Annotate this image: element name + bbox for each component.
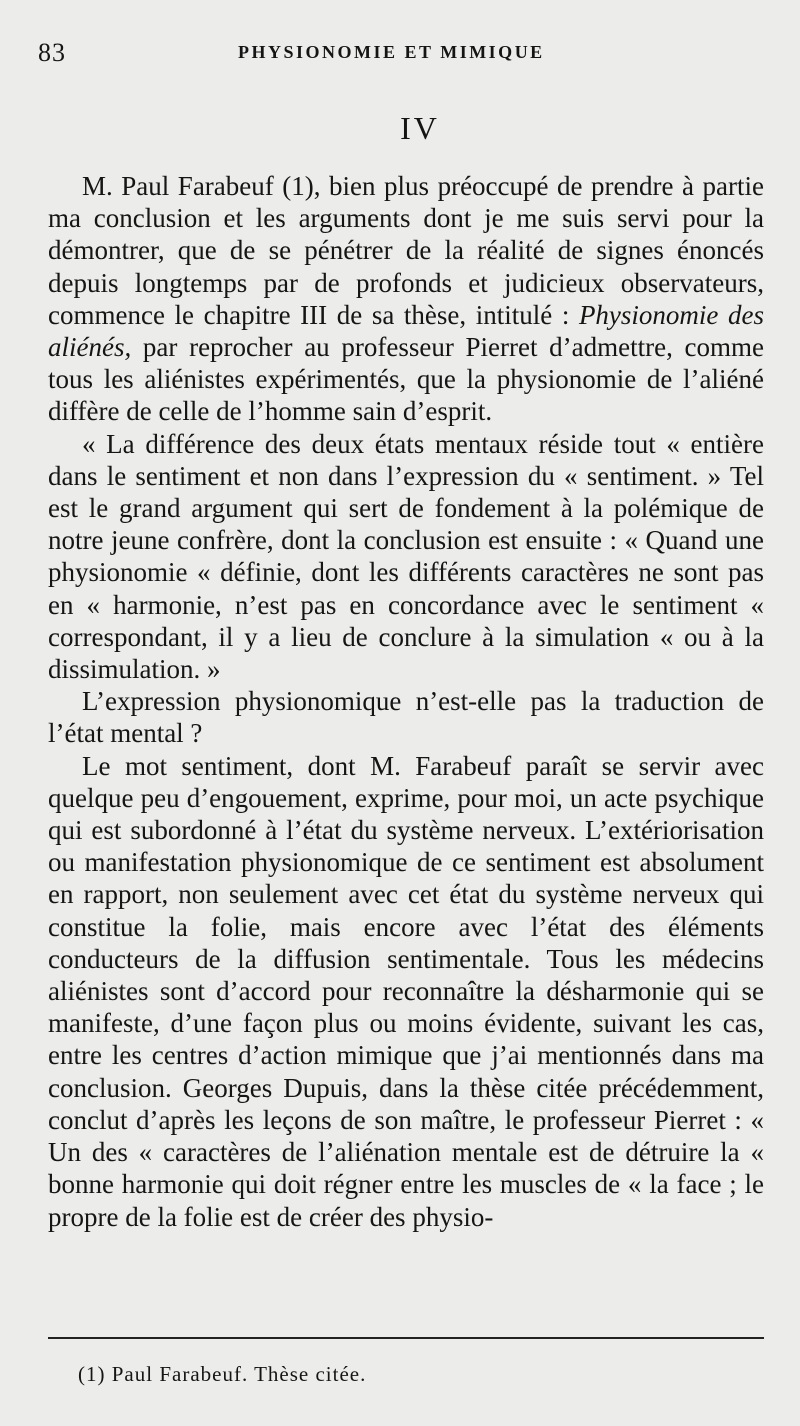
thesis-chapter-title: Physionomie des aliénés,	[48, 299, 764, 363]
section-heading: IV	[400, 110, 440, 146]
paragraph-text: M. Paul Farabeuf (1), bien plus préoccupé de prendre à partie ma conclusion et les arguments dont je me suis servi pour la démontrer, que de se pénétrer de la réalité de signes énoncés depuis longtemps par de profonds et judicieux observateurs, commence le chapitre III de sa thèse, intitulé :	[48, 171, 764, 330]
footnote-divider	[48, 1337, 764, 1339]
body-text	[48, 170, 764, 1233]
running-title: PHYSIONOMIE ET MIMIQUE	[238, 42, 545, 62]
paragraph: Le mot sentiment, dont M. Farabeuf paraît se servir avec quelque peu d’engouement, exprime, pour moi, un acte psychique qui est subordonné à l’état du système nerveux. L’extériorisation ou manifestation physionomique de ce sentiment est absolument en rapport, non seulement avec cet état du système nerveux qui constitue la folie, mais encore avec l’état des éléments conducteurs de la diffusion sentimentale. Tous les médecins aliénistes sont d’accord pour reconnaître la désharmonie qui se manifeste, d’une façon plus ou moins évidente, suivant les cas, entre les centres d’action mimique que j’ai mentionnés dans ma conclusion. Georges Dupuis, dans la thèse citée précédemment, conclut d’après les leçons de son maître, le professeur Pierret : « Un des « caractères de l’aliénation mentale est de détruire la « bonne harmonie qui doit régner entre les muscles de « la face ; le propre de la folie est de créer des physio-	[48, 750, 764, 1232]
paragraph-text: par reprocher au professeur Pierret d’admettre, comme tous les aliénistes expérimentés, que la physionomie de l’aliéné diffère de celle de l’homme sain d’esprit.	[48, 332, 764, 427]
paragraph	[48, 170, 764, 428]
page-number: 83	[38, 38, 66, 67]
running-head	[38, 38, 770, 68]
footnote: (1) Paul Farabeuf. Thèse citée.	[78, 1362, 367, 1386]
paragraph: L’expression physionomique n’est-elle pas la traduction de l’état mental ?	[48, 686, 764, 749]
paragraph: « La différence des deux états mentaux réside tout « entière dans le sentiment et non dans l’expression du « sentiment. » Tel est le grand argument qui sert de fondement à la polémique de notre jeune confrère, dont la conclusion est ensuite : « Quand une physionomie « définie, dont les différents caractères ne sont pas en « harmonie, n’est pas en concordance avec le sentiment « correspondant, il y a lieu de conclure à la simulation « ou à la dissimulation. »	[48, 428, 764, 685]
